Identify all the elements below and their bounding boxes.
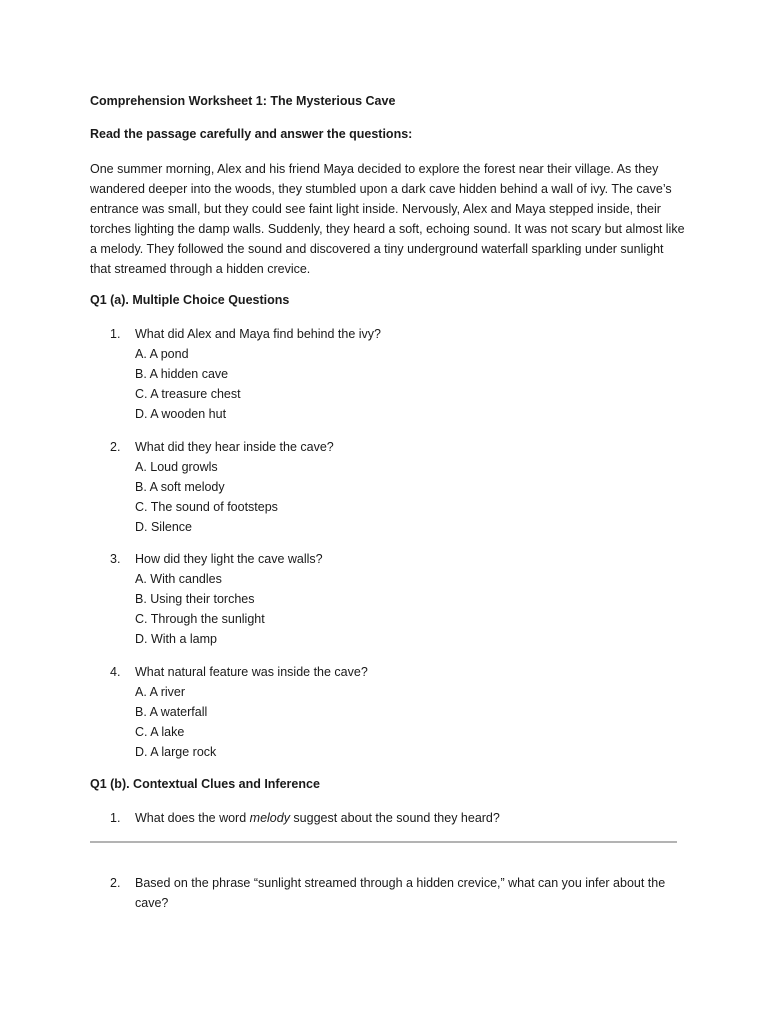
mcq-question-1 <box>110 324 690 424</box>
reading-passage: One summer morning, Alex and his friend Maya decided to explore the forest near their village. As they wandered deeper into the woods, they stumbled upon a dark cave hidden behind a wall of ivy. The cave’s entrance was small, but they could see faint light inside. Nervously, Alex and Maya stepped inside, their torches lighting the damp walls. Suddenly, they heard a soft, echoing sound. It was not scary but almost like a melody. They followed the sound and discovered a tiny underground waterfall sparkling under sunlight that streamed through a hidden crevice. <box>90 162 685 276</box>
question-text: What did Alex and Maya find behind the ivy? <box>135 327 381 341</box>
worksheet-title: Comprehension Worksheet 1: The Mysterious Cave <box>90 94 396 108</box>
option-d: D. A wooden hut <box>135 407 227 421</box>
mcq-question-3 <box>110 549 690 649</box>
section-b-heading: Q1 (b). Contextual Clues and Inference <box>90 777 320 791</box>
question-number: 1. <box>110 811 121 825</box>
mcq-question-2 <box>110 437 690 537</box>
option-c: C. The sound of footsteps <box>135 500 278 514</box>
question-text: What natural feature was inside the cave? <box>135 665 368 679</box>
option-b: B. A hidden cave <box>135 367 229 381</box>
option-b: B. Using their torches <box>135 592 255 606</box>
question-number: 2. <box>110 440 121 454</box>
question-number: 1. <box>110 327 121 341</box>
option-a: A. A river <box>135 685 186 699</box>
question-number: 3. <box>110 552 121 566</box>
answer-line[interactable] <box>90 841 677 843</box>
question-text: How did they light the cave walls? <box>135 552 323 566</box>
question-number: 4. <box>110 665 121 679</box>
option-a: A. Loud growls <box>135 460 218 474</box>
option-a: A. With candles <box>135 572 222 586</box>
option-c: C. A treasure chest <box>135 387 241 401</box>
inference-question-2 <box>110 873 690 913</box>
inference-question-1 <box>110 808 690 828</box>
emphasized-word: melody <box>249 811 290 825</box>
option-c: C. A lake <box>135 725 185 739</box>
option-d: D. A large rock <box>135 745 217 759</box>
question-text: What does the word melody suggest about the sound they heard? <box>135 811 500 825</box>
question-text: What did they hear inside the cave? <box>135 440 334 454</box>
question-text: Based on the phrase “sunlight streamed through a hidden crevice,” what can you infer about the cave? <box>135 876 666 910</box>
section-a-heading: Q1 (a). Multiple Choice Questions <box>90 293 290 307</box>
option-d: D. Silence <box>135 520 192 534</box>
option-b: B. A waterfall <box>135 705 208 719</box>
mcq-question-4 <box>110 662 690 762</box>
option-b: B. A soft melody <box>135 480 225 494</box>
question-number: 2. <box>110 876 121 890</box>
option-c: C. Through the sunlight <box>135 612 265 626</box>
option-d: D. With a lamp <box>135 632 217 646</box>
instruction-text: Read the passage carefully and answer the questions: <box>90 127 413 141</box>
option-a: A. A pond <box>135 347 189 361</box>
